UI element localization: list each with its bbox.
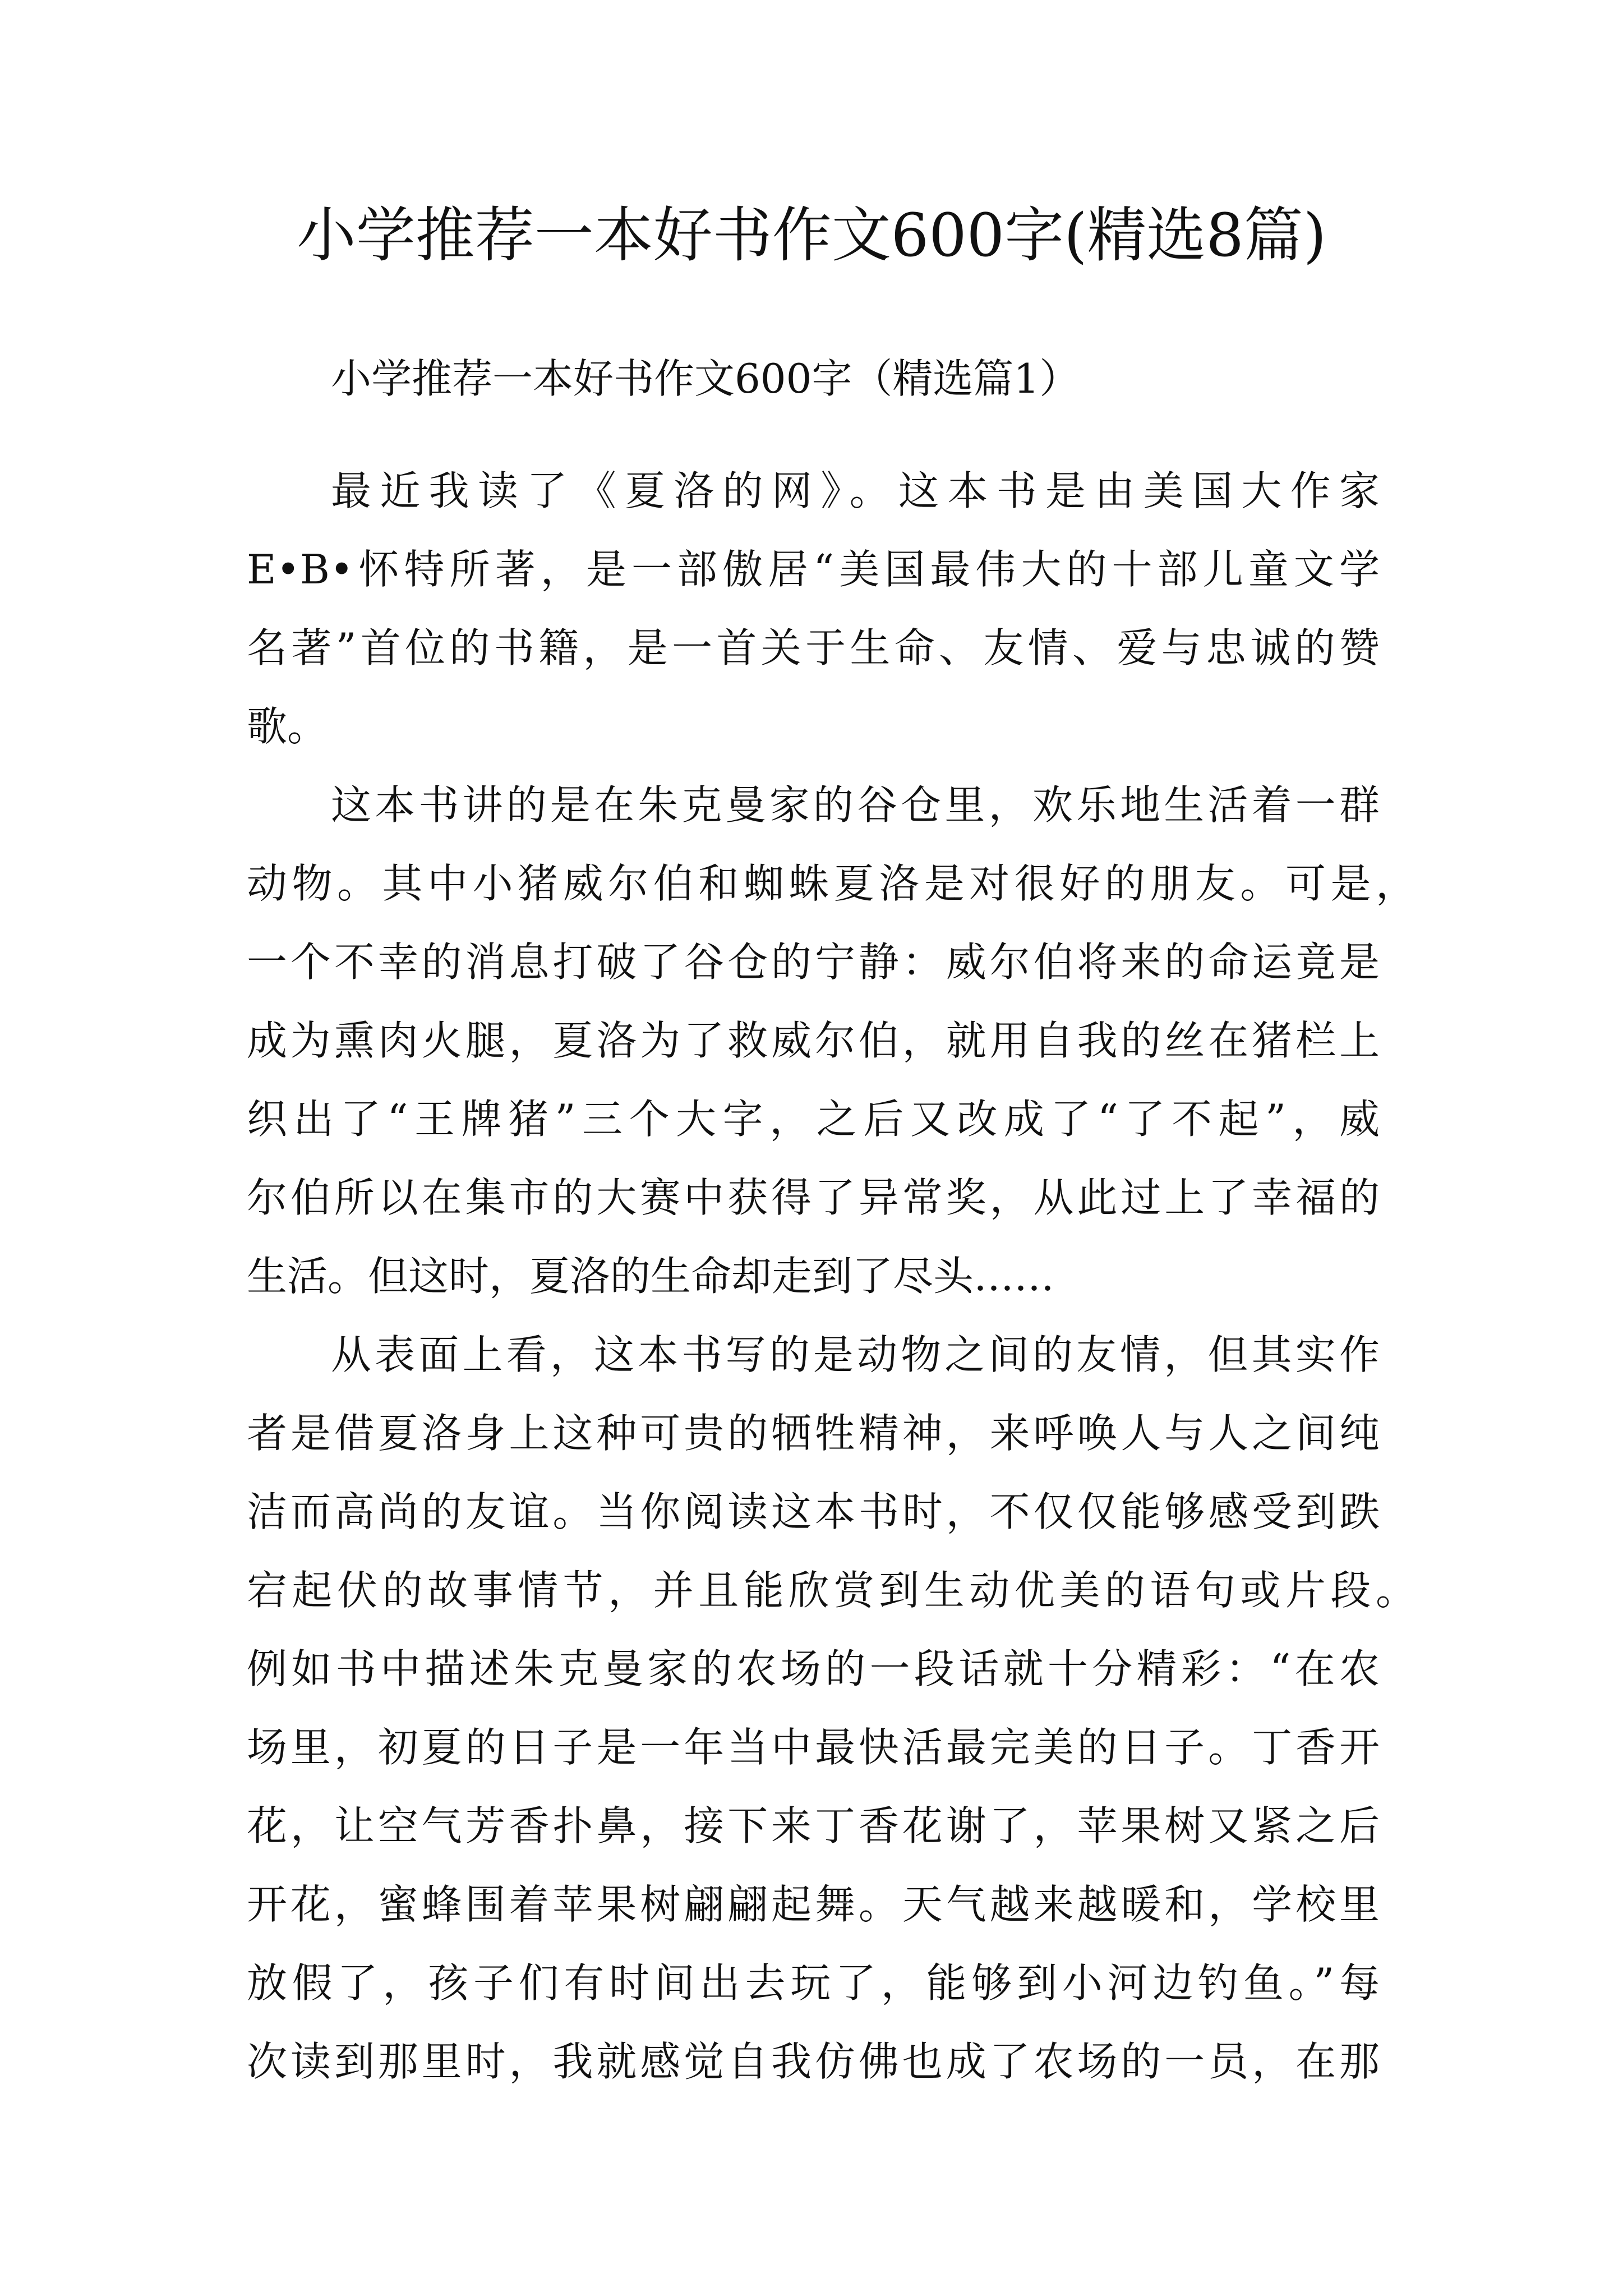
paragraph-3-line-4: 宕起伏的故事情节，并且能欣赏到生动优美的语句或片段。 <box>247 1567 1416 1614</box>
paragraph-1-line-2: E•B•怀特所著，是一部傲居“美国最伟大的十部儿童文学 <box>247 546 1380 593</box>
paragraph-2-line-1: 这本书讲的是在朱克曼家的谷仓里，欢乐地生活着一群 <box>331 781 1380 829</box>
paragraph-2-line-7: 生活。但这时，夏洛的生命却走到了尽头…… <box>247 1253 1055 1300</box>
document-title: 小学推荐一本好书作文600字(精选8篇) <box>296 201 1327 270</box>
paragraph-3-line-8: 开花，蜜蜂围着苹果树翩翩起舞。天气越来越暖和，学校里 <box>247 1881 1380 1928</box>
paragraph-3-line-7: 花，让空气芳香扑鼻，接下来丁香花谢了，苹果树又紧之后 <box>247 1802 1380 1849</box>
paragraph-1-line-1: 最近我读了《夏洛的网》。这本书是由美国大作家 <box>331 467 1380 514</box>
paragraph-3-line-6: 场里，初夏的日子是一年当中最快活最完美的日子。丁香开 <box>247 1724 1380 1771</box>
paragraph-2-line-5: 织出了“王牌猪”三个大字，之后又改成了“了不起”，威 <box>247 1096 1380 1143</box>
paragraph-1-line-4: 歌。 <box>247 703 328 750</box>
paragraph-2-line-2: 动物。其中小猪威尔伯和蜘蛛夏洛是对很好的朋友。可是， <box>247 860 1416 907</box>
paragraph-2-line-4: 成为熏肉火腿，夏洛为了救威尔伯，就用自我的丝在猪栏上 <box>247 1017 1380 1064</box>
paragraph-2-line-3: 一个不幸的消息打破了谷仓的宁静：威尔伯将来的命运竟是 <box>247 938 1380 986</box>
paragraph-2-line-6: 尔伯所以在集市的大赛中获得了异常奖，从此过上了幸福的 <box>247 1174 1380 1221</box>
section-heading: 小学推荐一本好书作文600字（精选篇1） <box>331 355 1080 402</box>
paragraph-3-line-3: 洁而高尚的友谊。当你阅读这本书时，不仅仅能够感受到跌 <box>247 1488 1380 1535</box>
paragraph-3-line-1: 从表面上看，这本书写的是动物之间的友情，但其实作 <box>331 1331 1380 1378</box>
paragraph-3-line-9: 放假了，孩子们有时间出去玩了，能够到小河边钓鱼。”每 <box>247 1959 1380 2007</box>
paragraph-1-line-3: 名著”首位的书籍，是一首关于生命、友情、爱与忠诚的赞 <box>247 624 1380 671</box>
paragraph-3-line-5: 例如书中描述朱克曼家的农场的一段话就十分精彩：“在农 <box>247 1645 1380 1692</box>
paragraph-3-line-2: 者是借夏洛身上这种可贵的牺牲精神，来呼唤人与人之间纯 <box>247 1410 1380 1457</box>
paragraph-3-line-10: 次读到那里时，我就感觉自我仿佛也成了农场的一员，在那 <box>247 2038 1380 2085</box>
